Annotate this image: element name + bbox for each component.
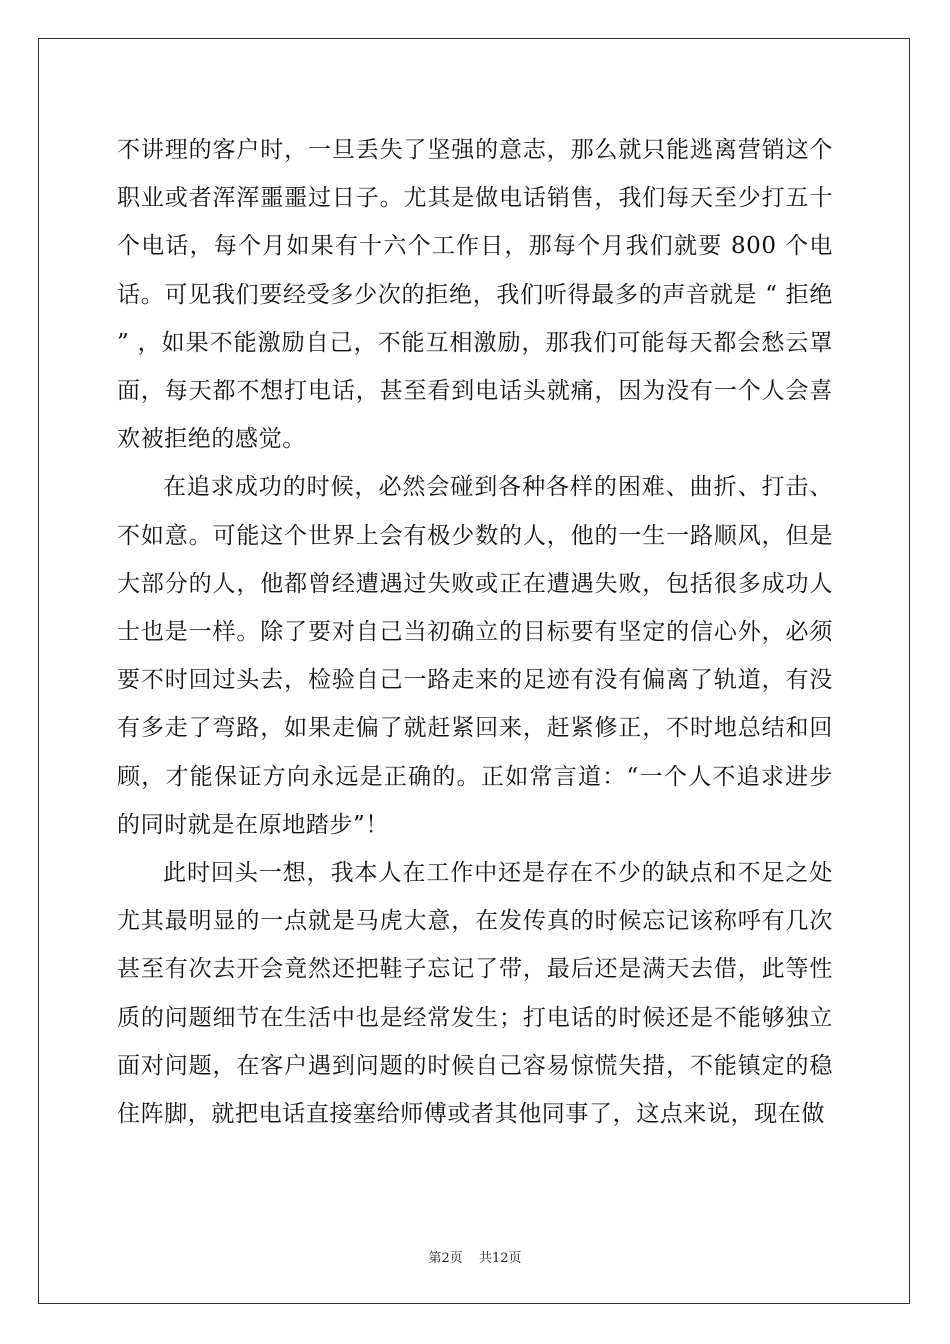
paragraph: 此时回头一想，我本人在工作中还是存在不少的缺点和不足之处尤其最明显的一点就是马虎大意，在发传真的时候忘记该称呼有几次甚至有次去开会竟然还把鞋子忘记了带，最后还是满天去借，此等性质的问题细节在生活中也是经常发生；打电话的时候还是不能够独立面对问题，在客户遇到问题的时候自己容易惊慌失措，不能镇定的稳住阵脚，就把电话直接塞给师傅或者其他同事了，这点来说，现在做 xyxy=(117,860,833,1128)
page-footer xyxy=(0,1247,950,1266)
page-total: 共12页 xyxy=(478,1251,522,1266)
document-body xyxy=(117,126,833,1138)
paragraph-continued: 不讲理的客户时，一旦丢失了坚强的意志，那么就只能逃离营销这个职业或者浑浑噩噩过日子。尤其是做电话销售，我们每天至少打五十个电话，每个月如果有十六个工作日，那每个月我们就要 800 个电话。可见我们要经受多少次的拒绝，我们听得最多的声音就是 “ 拒绝 ” ，如果不能激励自己，不能互相激励，那我们可能每天都会愁云罩面，每天都不想打电话，甚至看到电话头就痛，因为没有一个人会喜欢被拒绝的感觉。 xyxy=(117,137,833,453)
paragraph: 在追求成功的时候，必然会碰到各种各样的困难、曲折、打击、不如意。可能这个世界上会有极少数的人，他的一生一路顺风，但是大部分的人，他都曾经遭遇过失败或正在遭遇失败，包括很多成功人士也是一样。除了要对自己当初确立的目标要有坚定的信心外，必须要不时回过头去，检验自己一路走来的足迹有没有偏离了轨道，有没有多走了弯路，如果走偏了就赶紧回来，赶紧修正，不时地总结和回顾，才能保证方向永远是正确的。正如常言道：“一个人不追求进步的同时就是在原地踏步”！ xyxy=(117,474,833,838)
page-number: 第2页 xyxy=(428,1251,463,1266)
